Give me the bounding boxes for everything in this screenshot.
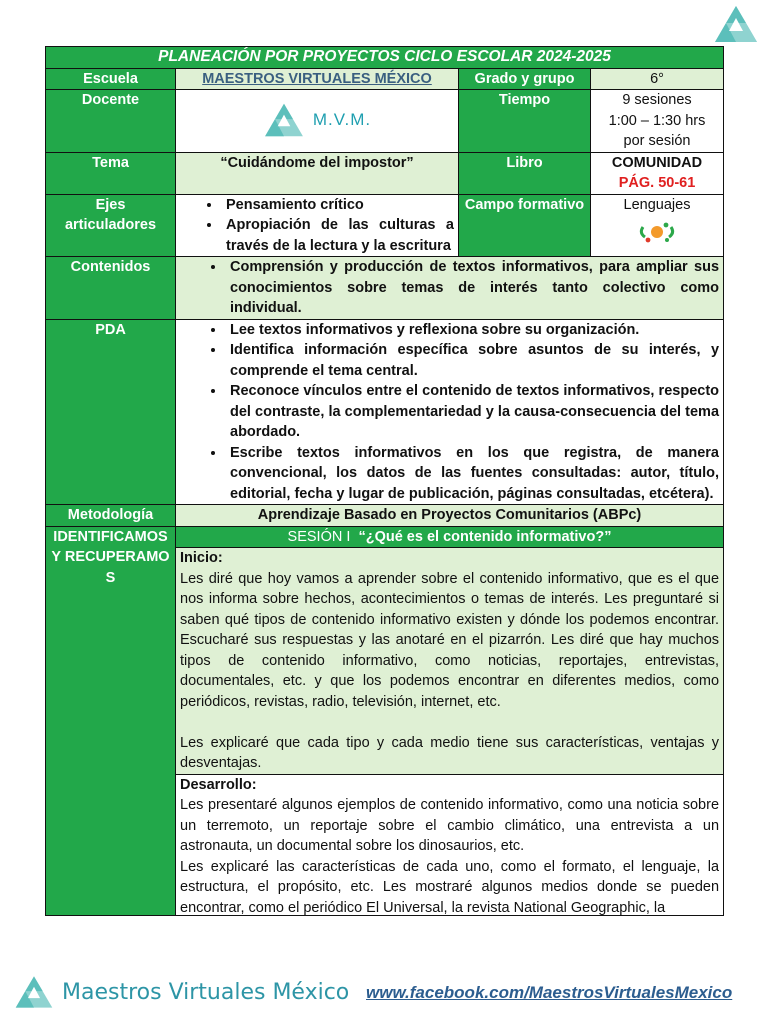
escuela-label: Escuela bbox=[46, 68, 176, 90]
inicio-paragraph: Les explicaré que cada tipo y cada medio tiene sus características, ventajas y desventajas. bbox=[180, 734, 720, 771]
tiempo-label: Tiempo bbox=[459, 90, 591, 153]
docente-label: Docente bbox=[46, 90, 176, 153]
ejes-value bbox=[176, 194, 459, 257]
docente-logo bbox=[180, 90, 454, 150]
grado-value: 6° bbox=[591, 68, 724, 90]
pda-item: • Reconoce vínculos entre el contenido de textos informativos, respecto del contraste, la complementariedad y la causa-consecuencia del tema abordado. bbox=[226, 381, 719, 443]
libro-pages: PÁG. 50-61 bbox=[618, 175, 696, 191]
desarrollo-paragraph: Les presentaré algunos ejemplos de contenido informativo, como una noticia sobre un terremoto, un reportaje sobre el cambio climático, una entrevista a un astronauta, un documental sobre los dinosaurios, etc. bbox=[180, 797, 720, 854]
contenidos-label: Contenidos bbox=[46, 257, 176, 320]
footer-logo-icon bbox=[14, 974, 54, 1010]
contenidos-value bbox=[176, 257, 724, 320]
docente-logo-text: M.V.M. bbox=[312, 109, 372, 129]
campo-label: Campo formativo bbox=[459, 194, 591, 257]
desarrollo-section bbox=[176, 774, 724, 915]
metodologia-value: Aprendizaje Basado en Proyectos Comunitarios (ABPc) bbox=[176, 505, 724, 527]
footer-brand: Maestros Virtuales México bbox=[62, 980, 350, 1005]
libro-value: COMUNIDAD PÁG. 50-61 bbox=[591, 152, 724, 194]
pda-item: • Lee textos informativos y reflexiona sobre su organización. bbox=[226, 320, 719, 341]
ejes-label: Ejes articuladores bbox=[46, 194, 176, 257]
sesion-header: SESIÓN I “¿Qué es el contenido informativo?” bbox=[176, 526, 724, 548]
pda-label: PDA bbox=[46, 319, 176, 505]
planeacion-table bbox=[45, 46, 724, 916]
contenido-item: • Comprensión y producción de textos informativos, para ampliar sus conocimientos sobre temas de interés tanto colectivo como individual. bbox=[226, 257, 719, 319]
page-title: PLANEACIÓN POR PROYECTOS CICLO ESCOLAR 2024-2025 bbox=[46, 47, 724, 69]
inicio-section bbox=[176, 548, 724, 775]
tema-value: “Cuidándome del impostor” bbox=[176, 152, 459, 194]
inicio-label: Inicio: bbox=[180, 550, 223, 566]
eje-item: • Pensamiento crítico bbox=[222, 195, 454, 216]
escuela-link[interactable]: MAESTROS VIRTUALES MÉXICO bbox=[202, 70, 432, 87]
libro-label: Libro bbox=[459, 152, 591, 194]
pda-value bbox=[176, 319, 724, 505]
grado-label: Grado y grupo bbox=[459, 68, 591, 90]
pda-item: • Escribe textos informativos en los que registra, de manera convencional, los datos de las fuentes consultadas: autor, título, editorial, fecha y lugar de publicación, páginas consultadas, etcétera). bbox=[226, 443, 719, 505]
campo-value: Lenguajes bbox=[591, 194, 724, 257]
metodologia-label: Metodología bbox=[46, 505, 176, 527]
desarrollo-paragraph: Les explicaré las características de cada uno, como el formato, el lenguaje, la estructura, el propósito, etc. Les mostraré algunos medios donde se pueden encontrar, como el periódico El Universal, la revista National Geographic, la bbox=[180, 858, 720, 915]
inicio-paragraph: Les diré que hoy vamos a aprender sobre el contenido informativo, que es el que nos informa sobre hechos, acontecimientos o temas de interés. Les preguntaré si saben qué tipos de contenido informativo existen y dónde los podemos encontrar. Escucharé sus respuestas y las anotaré en el pizarrón. Les diré que hay muchos tipos de contenido informativo, como noticias, reportajes, entrevistas, documentales, etc. y que los podemos encontrar en diferentes medios, como periódicos, revistas, radio, televisión, internet, etc. bbox=[180, 570, 720, 710]
tiempo-value: 9 sesiones 1:00 – 1:30 hrs por sesión bbox=[591, 90, 724, 153]
lenguajes-campo-icon bbox=[637, 217, 677, 247]
desarrollo-label: Desarrollo: bbox=[180, 776, 257, 793]
eje-item: • Apropiación de las culturas a través de la lectura y la escritura bbox=[222, 215, 454, 256]
tema-label: Tema bbox=[46, 152, 176, 194]
mvm-logo-icon bbox=[263, 102, 305, 138]
footer-facebook-link[interactable]: www.facebook.com/MaestrosVirtualesMexico bbox=[366, 983, 733, 1002]
pda-item: • Identifica información específica sobre asuntos de su interés, y comprende el tema central. bbox=[226, 340, 719, 381]
fase-label: IDENTIFICAMOS Y RECUPERAMOS bbox=[46, 526, 176, 915]
mvm-triangle-logo-icon bbox=[713, 4, 759, 44]
